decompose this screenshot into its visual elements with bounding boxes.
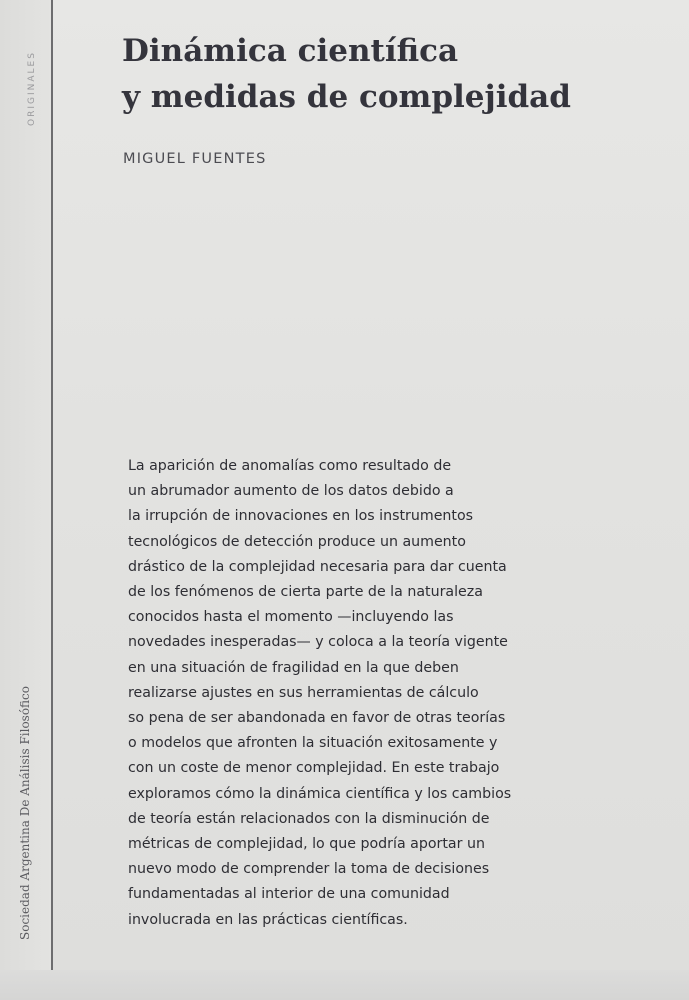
title-line: Dinámica científica: [122, 33, 459, 69]
spine-divider: [51, 0, 53, 970]
blurb-line: exploramos cómo la dinámica científica y los cambios: [128, 785, 512, 802]
blurb-line: fundamentadas al interior de una comunidad: [128, 886, 450, 903]
author-name: MIGUEL FUENTES: [123, 151, 267, 167]
blurb-line: métricas de complejidad, lo que podría aportar un: [128, 836, 485, 853]
publisher-label: Sociedad Argentina De Análisis Filosófico: [18, 686, 32, 940]
blurb-line: so pena de ser abandonada en favor de otras teorías: [128, 710, 506, 727]
blurb-line: en una situación de fragilidad en la que deben: [128, 659, 459, 676]
blurb-line: un abrumador aumento de los datos debido a: [128, 483, 454, 500]
back-blurb: [128, 454, 678, 933]
blurb-line: novedades inesperadas— y coloca a la teoría vigente: [128, 634, 508, 651]
blurb-line: la irrupción de innovaciones en los instrumentos: [128, 508, 474, 525]
blurb-line: de teoría están relacionados con la disminución de: [128, 810, 490, 827]
series-label: ORIGINALES: [27, 51, 37, 126]
title-line: y medidas de complejidad: [122, 79, 571, 115]
blurb-line: tecnológicos de detección produce un aumento: [128, 533, 466, 550]
book-title: [122, 28, 682, 120]
blurb-line: de los fenómenos de cierta parte de la naturaleza: [128, 584, 483, 601]
blurb-line: o modelos que afronten la situación exitosamente y: [128, 735, 498, 752]
blurb-line: drástico de la complejidad necesaria para dar cuenta: [128, 558, 507, 575]
blurb-line: conocidos hasta el momento —incluyendo las: [128, 609, 454, 626]
blurb-line: La aparición de anomalías como resultado de: [128, 458, 452, 474]
bottom-edge: [0, 970, 689, 1000]
blurb-line: realizarse ajustes en sus herramientas de cálculo: [128, 684, 479, 701]
blurb-line: involucrada en las prácticas científicas.: [128, 911, 408, 928]
blurb-line: con un coste de menor complejidad. En este trabajo: [128, 760, 500, 777]
blurb-line: nuevo modo de comprender la toma de decisiones: [128, 861, 490, 878]
